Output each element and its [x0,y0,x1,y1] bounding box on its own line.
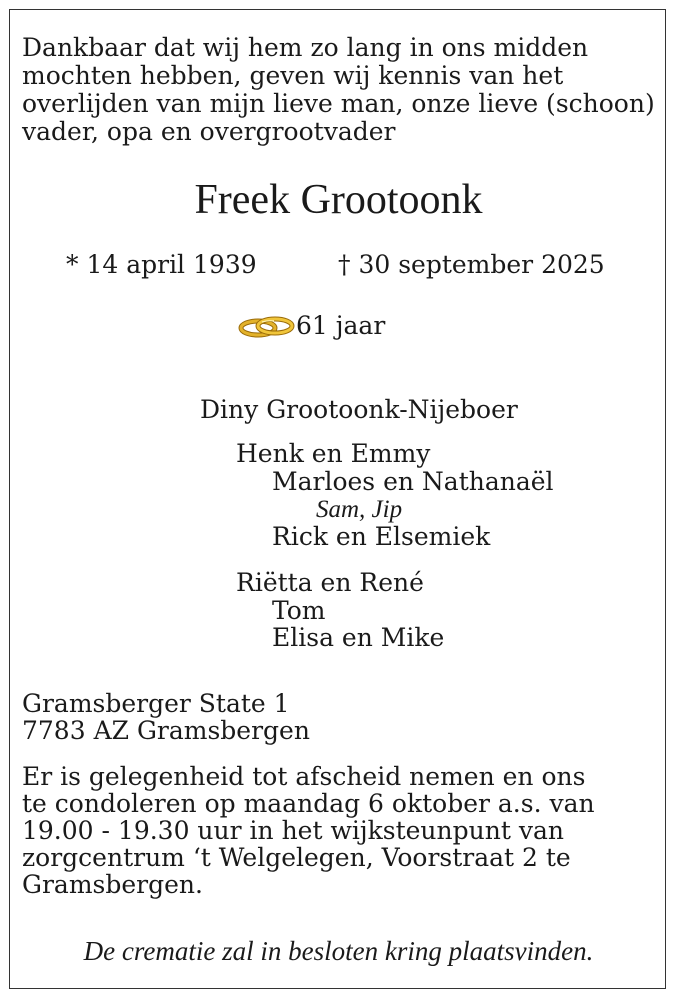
marriage-years: 61 jaar [296,311,386,340]
grandchild-name: Marloes en Nathanaël [272,467,554,496]
condolence-info [22,763,595,898]
grandchild-name: Elisa en Mike [272,623,445,652]
great-grandchildren-names: Sam, Jip [316,496,403,523]
condolence-line: Gramsbergen. [22,870,203,899]
spouse-name: Diny Grootoonk-Nijeboer [200,395,518,424]
intro-line: overlijden van mijn lieve man, onze lieve (schoon) [22,89,655,118]
birth-date: * 14 april 1939 [66,250,257,279]
address-block [22,690,310,744]
intro-line: vader, opa en overgrootvader [22,117,396,146]
deceased-name: Freek Grootoonk [194,177,483,223]
child-name: Henk en Emmy [236,439,431,468]
intro-line: mochten hebben, geven wij kennis van het [22,61,564,90]
grandchild-name: Tom [272,596,326,625]
death-date: † 30 september 2025 [338,250,605,279]
intro-text [22,34,672,146]
child-name: Riëtta en René [236,568,424,597]
condolence-line: zorgcentrum ‘t Welgelegen, Voorstraat 2 te [22,843,571,872]
intro-line: Dankbaar dat wij hem zo lang in ons midden [22,33,589,62]
address-city: 7783 AZ Gramsbergen [22,716,310,745]
closing-note: De crematie zal in besloten kring plaatsvinden. [83,936,594,966]
address-street: Gramsberger State 1 [22,689,290,718]
condolence-line: 19.00 - 19.30 uur in het wijksteunpunt van [22,816,564,845]
wedding-rings-icon [238,311,296,341]
condolence-line: Er is gelegenheid tot afscheid nemen en ons [22,762,586,791]
condolence-line: te condoleren op maandag 6 oktober a.s. van [22,789,595,818]
grandchild-name: Rick en Elsemiek [272,522,491,551]
